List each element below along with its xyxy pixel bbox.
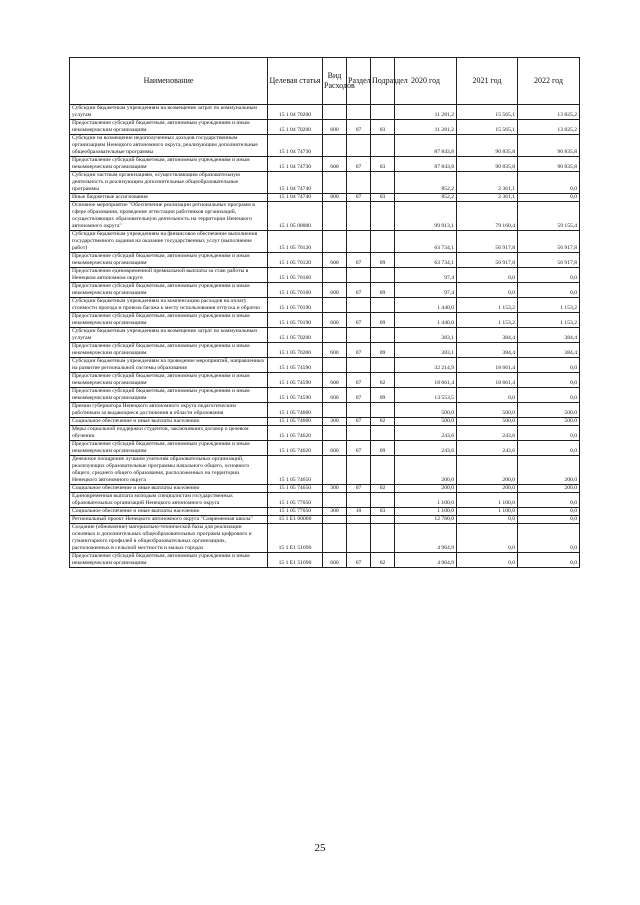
row-2022: 90 835,8 (518, 157, 580, 172)
header-name: Наименование (70, 58, 268, 105)
row-name: Предоставление субсидий бюджетным, автономным учреждениям и иным некоммерческим организациям (70, 388, 268, 403)
row-name: Предоставление субсидий бюджетным, автономным учреждениям и иным некоммерческим организациям (70, 441, 268, 456)
row-kind (323, 268, 347, 283)
row-name: Предоставление субсидий бюджетным, автономным учреждениям и иным некоммерческим организациям (70, 283, 268, 298)
row-2021: 500,0 (457, 418, 518, 426)
row-target: 15 1 04 70200 (268, 105, 323, 120)
row-name: Социальное обеспечение и иные выплаты населению (70, 418, 268, 426)
row-section (347, 328, 371, 343)
table-row (70, 172, 580, 194)
row-target: 15 1 05 70160 (268, 283, 323, 298)
row-2021: 0,0 (457, 516, 518, 524)
row-2020: 1 440,0 (395, 298, 457, 313)
row-target: 15 1 05 74620 (268, 441, 323, 456)
row-subsection: 09 (371, 343, 395, 358)
row-kind (323, 105, 347, 120)
row-section (347, 403, 371, 418)
table-row (70, 388, 580, 403)
row-subsection (371, 268, 395, 283)
row-kind: 600 (323, 253, 347, 268)
row-kind (323, 403, 347, 418)
table-row (70, 456, 580, 485)
row-subsection (371, 493, 395, 508)
row-subsection (371, 298, 395, 313)
row-section: 07 (347, 373, 371, 388)
row-kind: 600 (323, 553, 347, 568)
page-number: 25 (314, 842, 326, 854)
row-section: 07 (347, 441, 371, 456)
row-2020: 97,4 (395, 283, 457, 298)
row-2021: 0,0 (457, 524, 518, 553)
table-row (70, 343, 580, 358)
row-target: 15 1 05 74650 (268, 485, 323, 493)
row-section (347, 298, 371, 313)
row-name: Иные бюджетные ассигнования (70, 194, 268, 202)
row-section: 07 (347, 194, 371, 202)
header-2022: 2022 год (518, 58, 580, 105)
row-subsection: 02 (371, 485, 395, 493)
row-section (347, 172, 371, 194)
row-name: Субсидии бюджетным учреждениям на компенсацию расходов на оплату стоимости проезда и провоза багажа к месту использования отпуска и обратно (70, 298, 268, 313)
row-section: 07 (347, 553, 371, 568)
row-kind (323, 231, 347, 253)
row-name: Субсидии бюджетным учреждениям на возмещение затрат по коммунальным услугам (70, 328, 268, 343)
row-subsection (371, 105, 395, 120)
row-name: Социальное обеспечение и иные выплаты населению (70, 508, 268, 516)
row-2022: 500,0 (518, 403, 580, 418)
row-name: Предоставление субсидий бюджетным, автономным учреждениям и иным некоммерческим организациям (70, 343, 268, 358)
row-subsection (371, 328, 395, 343)
row-name: Единовременная выплата молодым специалистам государственных образовательных организаций Ненецкого автономного округа (70, 493, 268, 508)
row-2020: 383,1 (395, 328, 457, 343)
row-name: Предоставление субсидий бюджетным, автономным учреждениям и иным некоммерческим организациям (70, 253, 268, 268)
row-subsection: 09 (371, 388, 395, 403)
row-target: 15 1 05 74650 (268, 456, 323, 485)
row-2020: 99 913,1 (395, 202, 457, 231)
row-name: Субсидии бюджетным учреждениям на финансовое обеспечение выполнения государственного задания на оказание государственных услуг (выполнение работ) (70, 231, 268, 253)
row-kind (323, 358, 347, 373)
row-2020: 383,1 (395, 343, 457, 358)
row-target: 15 1 E1 51690 (268, 524, 323, 553)
row-2021: 18 661,4 (457, 373, 518, 388)
row-2022: 384,4 (518, 343, 580, 358)
row-subsection: 02 (371, 418, 395, 426)
row-section (347, 135, 371, 157)
row-2021: 90 835,8 (457, 135, 518, 157)
header-section: Раздел (347, 58, 371, 105)
row-kind: 800 (323, 194, 347, 202)
row-2020: 200,0 (395, 456, 457, 485)
row-subsection (371, 135, 395, 157)
row-2021: 2 361,1 (457, 172, 518, 194)
row-2022: 0,0 (518, 283, 580, 298)
row-target: 15 1 05 70120 (268, 253, 323, 268)
row-2022: 384,4 (518, 328, 580, 343)
row-2020: 32 214,9 (395, 358, 457, 373)
row-2021: 0,0 (457, 388, 518, 403)
row-section (347, 231, 371, 253)
row-2021: 384,4 (457, 328, 518, 343)
header-target: Целевая статья (268, 58, 323, 105)
row-2022: 0,0 (518, 441, 580, 456)
row-2021: 56 917,8 (457, 231, 518, 253)
row-2021: 79 160,4 (457, 202, 518, 231)
row-subsection: 03 (371, 194, 395, 202)
row-kind: 600 (323, 373, 347, 388)
row-name: Предоставление субсидий бюджетным, автономным учреждениям и иным некоммерческим организациям (70, 120, 268, 135)
table-row (70, 231, 580, 253)
table-row (70, 157, 580, 172)
row-section: 07 (347, 485, 371, 493)
row-2021: 15 565,1 (457, 105, 518, 120)
row-name: Субсидии бюджетным учреждениям на возмещение затрат по коммунальным услугам (70, 105, 268, 120)
table-row (70, 268, 580, 283)
row-name: Денежное поощрение лучшим учителям образовательных организаций, реализующих образовательные программы начального общего, основного общего, среднего общего образования, расположенных на территории Ненецкого автономного округа (70, 456, 268, 485)
row-subsection: 09 (371, 253, 395, 268)
row-target: 15 1 05 77050 (268, 508, 323, 516)
row-target: 15 1 05 74600 (268, 403, 323, 418)
table-row (70, 120, 580, 135)
table-row (70, 516, 580, 524)
table-row (70, 418, 580, 426)
row-name: Социальное обеспечение и иные выплаты населению (70, 485, 268, 493)
table-row (70, 253, 580, 268)
row-2022: 56 917,8 (518, 231, 580, 253)
row-name: Субсидии на возмещение недополученных доходов государственным организациям Ненецкого автономного округа, реализующим дополнительные общеобразовательные программы (70, 135, 268, 157)
row-2021: 15 565,1 (457, 120, 518, 135)
row-2020: 4 964,9 (395, 553, 457, 568)
row-2022: 90 835,8 (518, 135, 580, 157)
row-kind: 600 (323, 313, 347, 328)
row-2020: 11 281,2 (395, 105, 457, 120)
row-subsection (371, 231, 395, 253)
row-subsection: 02 (371, 373, 395, 388)
row-subsection (371, 202, 395, 231)
row-2022: 0,0 (518, 388, 580, 403)
row-2022: 500,0 (518, 418, 580, 426)
row-subsection: 03 (371, 508, 395, 516)
row-section (347, 105, 371, 120)
row-subsection (371, 403, 395, 418)
row-target: 15 1 05 74590 (268, 358, 323, 373)
row-2021: 1 100,0 (457, 493, 518, 508)
row-section: 07 (347, 157, 371, 172)
row-kind (323, 426, 347, 441)
row-section: 07 (347, 313, 371, 328)
table-row (70, 328, 580, 343)
row-subsection: 03 (371, 157, 395, 172)
row-subsection (371, 524, 395, 553)
table-header-row (70, 58, 580, 105)
row-kind (323, 493, 347, 508)
row-subsection (371, 172, 395, 194)
row-2022: 1 153,2 (518, 298, 580, 313)
row-name: Субсидии бюджетным учреждениям на проведение мероприятий, направленных на развитие региональной системы образования (70, 358, 268, 373)
row-2021: 1 153,2 (457, 298, 518, 313)
row-2020: 63 734,1 (395, 231, 457, 253)
row-target: 15 1 04 74730 (268, 157, 323, 172)
row-name: Предоставление субсидий бюджетным, автономным учреждениям и иным некоммерческим организациям (70, 553, 268, 568)
row-2022: 0,0 (518, 172, 580, 194)
row-target: 15 1 05 70160 (268, 268, 323, 283)
table-row (70, 403, 580, 418)
row-target: 15 1 05 70190 (268, 313, 323, 328)
row-2020: 11 281,2 (395, 120, 457, 135)
row-target: 15 1 E1 51690 (268, 553, 323, 568)
row-subsection (371, 456, 395, 485)
row-2022: 0,0 (518, 358, 580, 373)
row-kind: 600 (323, 283, 347, 298)
row-2021: 0,0 (457, 268, 518, 283)
row-name: Создание (обновление) материально-технической базы для реализации основных и дополнительных общеобразовательных программ цифрового и гуманитарного профилей в общеобразовательных организациях, расположенных в сельской местности и малых городах (70, 524, 268, 553)
header-kind: Вид Расходов (323, 58, 347, 105)
row-target: 15 1 05 70200 (268, 328, 323, 343)
row-2020: 18 661,4 (395, 373, 457, 388)
row-2022: 1 153,2 (518, 313, 580, 328)
row-kind (323, 298, 347, 313)
row-subsection: 03 (371, 120, 395, 135)
row-2020: 87 843,8 (395, 157, 457, 172)
row-target: 15 1 E1 00000 (268, 516, 323, 524)
row-2020: 852,2 (395, 194, 457, 202)
row-section: 07 (347, 388, 371, 403)
row-2020: 1 440,0 (395, 313, 457, 328)
row-2020: 12 780,0 (395, 516, 457, 524)
table-row (70, 426, 580, 441)
row-2022: 0,0 (518, 373, 580, 388)
row-target: 15 1 04 74740 (268, 194, 323, 202)
budget-table (69, 57, 580, 568)
row-section (347, 358, 371, 373)
row-2021: 500,0 (457, 403, 518, 418)
row-2022: 200,0 (518, 485, 580, 493)
row-target: 15 1 05 74590 (268, 388, 323, 403)
row-2020: 4 964,9 (395, 524, 457, 553)
row-kind: 600 (323, 388, 347, 403)
row-subsection: 09 (371, 441, 395, 456)
row-2022: 0,0 (518, 268, 580, 283)
table-row (70, 441, 580, 456)
budget-table-container (69, 57, 579, 568)
header-subsection: Подраздел (371, 58, 395, 105)
table-row (70, 358, 580, 373)
row-2022: 59 155,4 (518, 202, 580, 231)
header-2020: 2020 год (395, 58, 457, 105)
row-2021: 243,6 (457, 426, 518, 441)
row-2020: 200,0 (395, 485, 457, 493)
row-kind (323, 516, 347, 524)
row-2022: 56 917,8 (518, 253, 580, 268)
row-target: 15 1 05 74600 (268, 418, 323, 426)
row-2022: 0,0 (518, 194, 580, 202)
row-2021: 1 100,0 (457, 508, 518, 516)
row-target: 15 1 05 70190 (268, 298, 323, 313)
row-kind (323, 456, 347, 485)
row-2020: 500,0 (395, 418, 457, 426)
row-2022: 0,0 (518, 508, 580, 516)
row-section (347, 493, 371, 508)
row-target: 15 1 05 70200 (268, 343, 323, 358)
row-subsection: 09 (371, 283, 395, 298)
row-name: Предоставление субсидий бюджетным, автономным учреждениям и иным некоммерческим организациям (70, 157, 268, 172)
table-row (70, 135, 580, 157)
row-2021: 2 361,1 (457, 194, 518, 202)
row-kind: 600 (323, 157, 347, 172)
row-2021: 243,6 (457, 441, 518, 456)
row-kind (323, 135, 347, 157)
row-target: 15 1 04 70200 (268, 120, 323, 135)
row-target: 15 1 05 77050 (268, 493, 323, 508)
row-name: Предоставление субсидий бюджетным, автономным учреждениям и иным некоммерческим организациям (70, 373, 268, 388)
row-2022: 0,0 (518, 553, 580, 568)
row-2021: 200,0 (457, 456, 518, 485)
row-2020: 852,2 (395, 172, 457, 194)
row-2020: 500,0 (395, 403, 457, 418)
row-2021: 56 917,8 (457, 253, 518, 268)
row-2020: 63 734,1 (395, 253, 457, 268)
row-kind (323, 524, 347, 553)
row-2021: 384,4 (457, 343, 518, 358)
row-kind: 300 (323, 485, 347, 493)
row-name: Меры социальной поддержки студентов, заключивших договор о целевом обучении (70, 426, 268, 441)
table-row (70, 553, 580, 568)
table-row (70, 485, 580, 493)
row-kind: 600 (323, 343, 347, 358)
row-2020: 1 100,0 (395, 508, 457, 516)
row-section (347, 202, 371, 231)
row-2022: 0,0 (518, 524, 580, 553)
row-target: 15 1 05 74620 (268, 426, 323, 441)
row-section: 07 (347, 343, 371, 358)
row-section (347, 524, 371, 553)
row-2020: 243,6 (395, 426, 457, 441)
row-2020: 13 553,5 (395, 388, 457, 403)
row-2022: 0,0 (518, 493, 580, 508)
row-2021: 0,0 (457, 283, 518, 298)
row-2022: 0,0 (518, 516, 580, 524)
row-name: Премии губернатора Ненецкого автономного округа педагогическим работникам за выдающиеся достижения в области образования (70, 403, 268, 418)
row-2021: 200,0 (457, 485, 518, 493)
table-row (70, 202, 580, 231)
row-name: Предоставление единовременной премиальной выплаты за стаж работы в Ненецком автономном округе (70, 268, 268, 283)
row-section: 10 (347, 508, 371, 516)
row-section (347, 426, 371, 441)
row-target: 15 1 05 70120 (268, 231, 323, 253)
row-target: 15 1 05 74590 (268, 373, 323, 388)
row-kind (323, 202, 347, 231)
table-row (70, 524, 580, 553)
table-row (70, 313, 580, 328)
table-row (70, 105, 580, 120)
row-2022: 200,0 (518, 456, 580, 485)
row-kind: 600 (323, 441, 347, 456)
row-section (347, 456, 371, 485)
table-row (70, 493, 580, 508)
row-kind (323, 328, 347, 343)
row-target: 15 1 04 74740 (268, 172, 323, 194)
row-section (347, 516, 371, 524)
row-subsection: 02 (371, 553, 395, 568)
row-subsection: 09 (371, 313, 395, 328)
row-target: 15 1 05 00000 (268, 202, 323, 231)
row-2022: 13 825,2 (518, 105, 580, 120)
row-target: 15 1 04 74730 (268, 135, 323, 157)
row-subsection (371, 516, 395, 524)
row-kind: 300 (323, 418, 347, 426)
row-section: 07 (347, 253, 371, 268)
row-name: Региональный проект Ненецкого автономного округа "Современная школа" (70, 516, 268, 524)
row-2021: 90 835,8 (457, 157, 518, 172)
row-name: Субсидии частным организациям, осуществляющим образовательную деятельность и реализующим дополнительные общеобразовательные программы (70, 172, 268, 194)
row-kind (323, 172, 347, 194)
row-2022: 0,0 (518, 426, 580, 441)
row-name: Предоставление субсидий бюджетным, автономным учреждениям и иным некоммерческим организациям (70, 313, 268, 328)
row-2021: 18 661,4 (457, 358, 518, 373)
table-body (70, 105, 580, 568)
row-section: 07 (347, 120, 371, 135)
table-row (70, 298, 580, 313)
row-kind: 600 (323, 120, 347, 135)
row-2020: 87 843,8 (395, 135, 457, 157)
row-kind: 300 (323, 508, 347, 516)
row-section (347, 268, 371, 283)
row-2021: 0,0 (457, 553, 518, 568)
row-2020: 243,6 (395, 441, 457, 456)
row-2022: 13 825,2 (518, 120, 580, 135)
row-section: 07 (347, 283, 371, 298)
table-row (70, 373, 580, 388)
row-2020: 97,4 (395, 268, 457, 283)
table-row (70, 194, 580, 202)
row-name: Основное мероприятие "Обеспечение реализации региональных программ в сфере образования, проведение аттестации работников организаций, осуществляющих образовательную деятельность на территории Ненецкого автономного округа" (70, 202, 268, 231)
row-subsection (371, 426, 395, 441)
row-2021: 1 153,2 (457, 313, 518, 328)
row-section: 07 (347, 418, 371, 426)
header-2021: 2021 год (457, 58, 518, 105)
row-subsection (371, 358, 395, 373)
row-2020: 1 100,0 (395, 493, 457, 508)
table-row (70, 508, 580, 516)
table-row (70, 283, 580, 298)
